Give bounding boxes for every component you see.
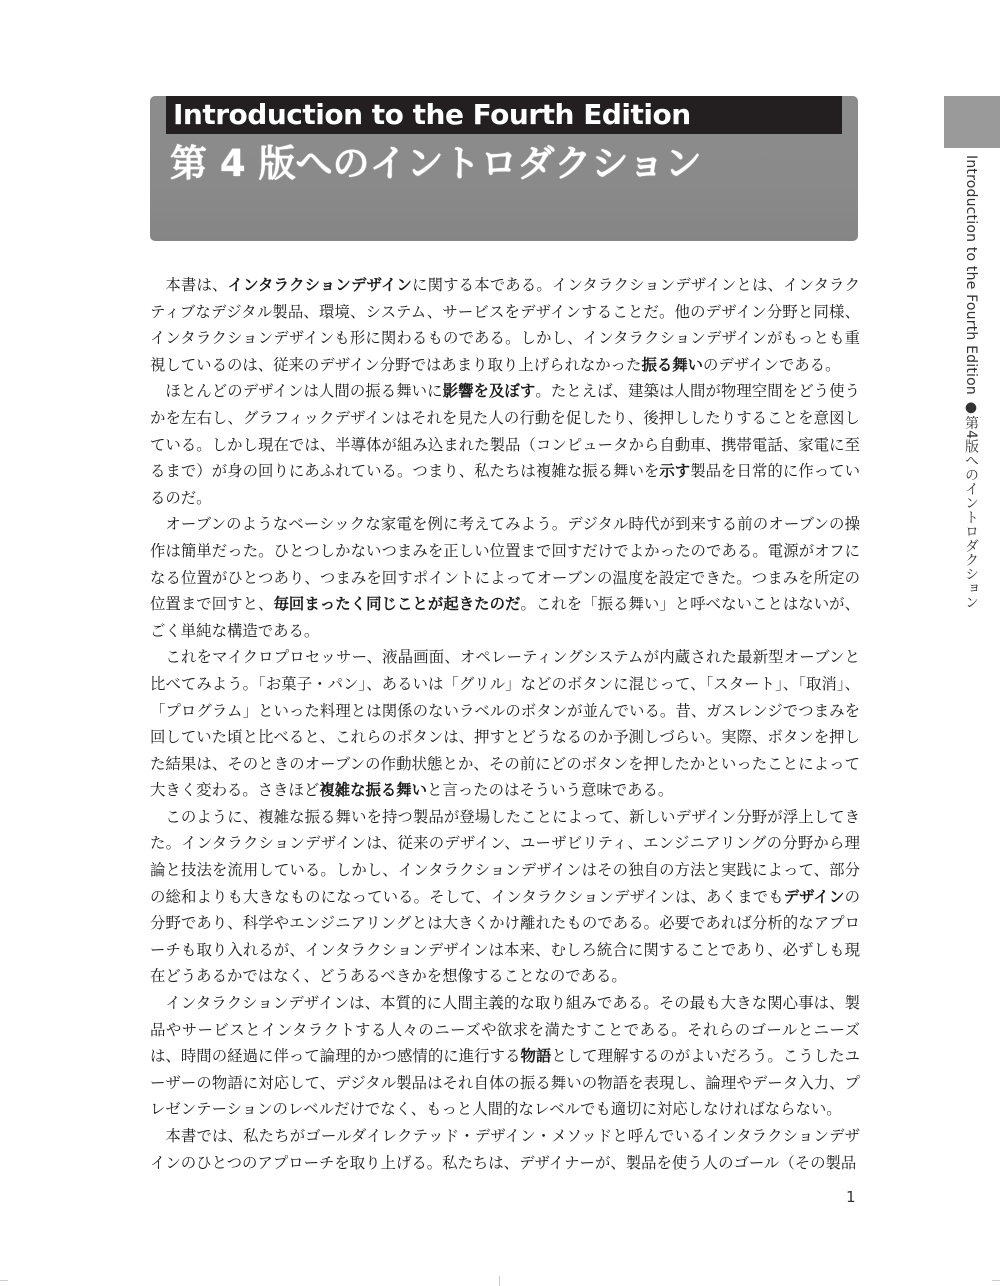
paragraph	[150, 511, 860, 644]
text-run: オーブンのようなベーシックな家電を例に考えてみよう。デジタル時代が到来する前のオーブンの操作は簡単だった。ひとつしかないつまみを正しい位置まで回すだけでよかったのである。電源がオフになる位置がひとつあり、つまみを回すポイントによってオーブンの温度を設定できた。つまみを所定の位置まで回すと、	[150, 515, 860, 614]
crop-mark	[499, 1276, 500, 1286]
paragraph	[150, 644, 860, 804]
emphasis-text: 示す	[659, 462, 691, 481]
body-text	[150, 272, 860, 1176]
text-run: インタラクションデザインは、本質的に人間主義的な取り組みである。その最も大きな関心事は、製品やサービスとインタラクトする人々のニーズや欲求を満たすことである。それらのゴールとニーズは、時間の経過に伴って論理的かつ感情的に進行する	[150, 994, 860, 1066]
emphasis-text: 物語	[520, 1047, 552, 1066]
emphasis-text: 影響を及ぼす	[442, 382, 536, 401]
paragraph	[150, 1123, 860, 1176]
text-run: このように、複雑な振る舞いを持つ製品が登場したことによって、新しいデザイン分野が浮上してきた。インタラクションデザインは、従来のデザイン、ユーザビリティ、エンジニアリングの分野から理論と技法を流用している。しかし、インタラクションデザインはその独自の方法と実践によって、部分の総和よりも大きなものになっている。そして、インタラクションデザインは、あくまでも	[150, 807, 860, 906]
crop-mark	[0, 1280, 8, 1281]
text-run: 。これを「振る舞い」と呼べないことはないが、ごく単純な構造である。	[150, 595, 860, 640]
emphasis-text: デザイン	[783, 887, 845, 906]
text-run: 製品を日常的に作っているのだ。	[150, 462, 860, 507]
chapter-title-english: Introduction to the Fourth Edition	[166, 96, 842, 134]
emphasis-text: 複雑な振る舞い	[319, 781, 428, 800]
page-number: 1	[846, 1188, 856, 1206]
emphasis-text: インタラクションデザイン	[227, 276, 413, 294]
emphasis-text: 振る舞い	[641, 355, 704, 374]
text-run: 本書は、	[165, 276, 228, 294]
text-run: の分野であり、科学やエンジニアリングとは大きくかけ離れたものである。必要であれば分析的なアプローチも取り入れるが、インタラクションデザインは本来、むしろ統合に関することであり、必ずしも現在どうあるかではなく、どうあるべきかを想像することなのである。	[150, 887, 860, 986]
paragraph	[150, 378, 860, 511]
text-run: のデザインである。	[703, 355, 841, 374]
running-head-vertical: Introduction to the Fourth Edition ●第4版へのイントロダクション	[963, 155, 979, 610]
paragraph	[150, 272, 860, 378]
text-run: に関する本である。インタラクションデザインとは、インタラクティブなデジタル製品、環境、システム、サービスをデザインすることだ。他のデザイン分野と同様、インタラクションデザインも形に関わるものである。しかし、インタラクションデザインがもっとも重視しているのは、従来のデザイン分野ではあまり取り上げられなかった	[150, 276, 860, 374]
text-run: と言ったのはそういう意味である。	[427, 781, 674, 800]
crop-mark	[992, 1280, 1000, 1281]
emphasis-text: 毎回まったく同じことが起きたのだ	[273, 595, 521, 614]
paragraph	[150, 990, 860, 1123]
text-run: として理解するのがよいだろう。こうしたユーザーの物語に対応して、デジタル製品はそれ自体の振る舞いの物語を表現し、論理やデータ入力、プレゼンテーションのレベルだけでなく、もっと人間的なレベルでも適切に対応しなければならない。	[150, 1047, 860, 1119]
text-run: ほとんどのデザインは人間の振る舞いに	[165, 382, 443, 401]
text-run: 。たとえば、建築は人間が物理空間をどう使うかを左右し、グラフィックデザインはそれを見た人の行動を促したり、後押ししたりすることを意図している。しかし現在では、半導体が組み込まれた製品（コンピュータから自動車、携帯電話、家電に至るまで）が身の回りにあふれている。つまり、私たちは複雑な振る舞いを	[150, 382, 860, 481]
chapter-title-japanese: 第 4 版へのイントロダクション	[170, 142, 702, 185]
side-thumb-tab	[944, 96, 1000, 148]
chapter-header	[150, 96, 858, 241]
paragraph	[150, 804, 860, 990]
text-run: 本書では、私たちがゴールダイレクテッド・デザイン・メソッドと呼んでいるインタラクションデザインのひとつのアプローチを取り上げる。私たちは、デザイナーが、製品を使う人のゴール（その製品	[150, 1127, 860, 1172]
text-run: これをマイクロプロセッサー、液晶画面、オペレーティングシステムが内蔵された最新型オーブンと比べてみよう。「お菓子・パン」、あるいは「グリル」などのボタンに混じって、「スタート」、「取消」、「プログラム」といった料理とは関係のないラベルのボタンが並んでいる。昔、ガスレンジでつまみを回していた頃と比べると、これらのボタンは、押すとどうなるのか予測しづらい。実際、ボタンを押した結果は、そのときのオーブンの作動状態とか、その前にどのボタンを押したかといったことによって大きく変わる。さきほど	[150, 648, 860, 800]
